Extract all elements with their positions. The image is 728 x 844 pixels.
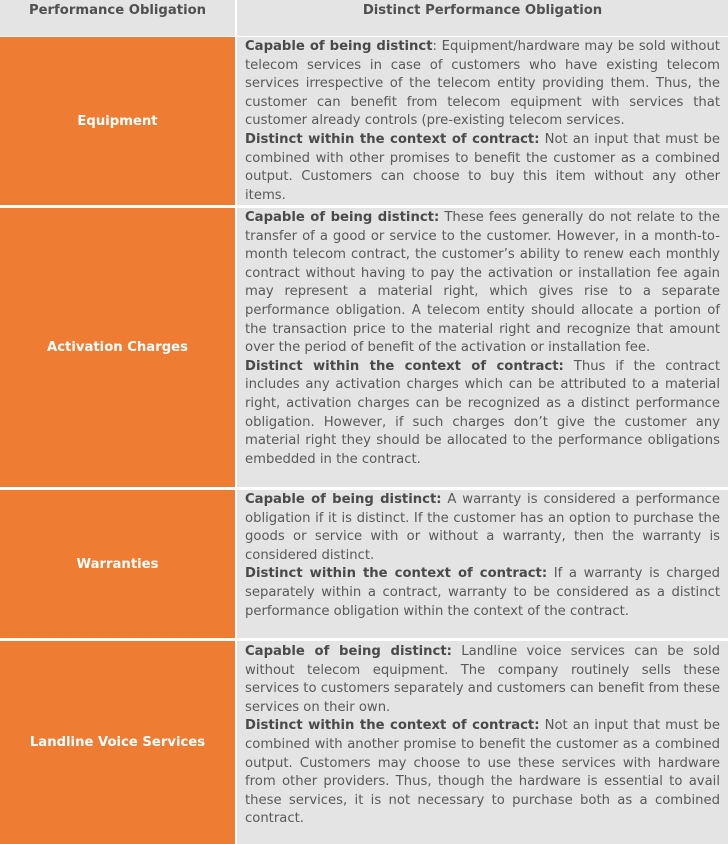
- row-label-activation-charges: Activation Charges: [0, 208, 235, 487]
- capable-paragraph: [245, 643, 720, 717]
- capable-heading: Capable of being distinct:: [245, 210, 440, 225]
- header-distinct-performance-obligation: Distinct Performance Obligation: [237, 0, 728, 36]
- context-paragraph: [245, 131, 720, 205]
- row-label-warranties: Warranties: [0, 490, 235, 638]
- context-text: Thus if the contract includes any activation charges which can be attributed to a material right, activation charges can be recognized as a distinct performance obligation. However, if such charges don’t give the customer any material right they should be allocated to the performance obligations embedded in the contract.: [245, 358, 720, 467]
- capable-text: Equipment/hardware may be sold without telecom services in case of customers who have existing telecom services irrespective of the telecom entity providing them. Thus, the customer can benefit from telecom equipment with services that customer already controls (pre-existing telecom services.: [245, 39, 720, 129]
- capable-text: A warranty is considered a performance obligation if it is distinct. If the customer has an option to purchase the goods or service with or without a warranty, then the warranty is considered distinct.: [245, 492, 720, 563]
- context-heading: Distinct within the context of contract:: [245, 718, 540, 734]
- context-text: Not an input that must be combined with other promises to benefit the customer as a combined output. Customers can choose to buy this item without any other items.: [245, 131, 720, 203]
- context-text: Not an input that must be combined with another promise to benefit the customer as a combined output. Customers may choose to use these services with hardware from other providers. Thus, though the hardware is essential to avail these services, it is not necessary to purchase both as a combined contract.: [245, 718, 720, 827]
- capable-text: Landline voice services can be sold without telecom equipment. The company routinely sells these services to customers separately and customers can benefit from these services on their own.: [245, 644, 720, 715]
- capable-paragraph: [245, 38, 720, 131]
- row-label-equipment: Equipment: [0, 37, 235, 205]
- header-performance-obligation: Performance Obligation: [0, 0, 235, 36]
- row-description-warranties: [237, 490, 728, 638]
- row-description-equipment: [237, 37, 728, 205]
- row-description-activation-charges: [237, 208, 728, 487]
- capable-separator: [452, 644, 461, 659]
- capable-separator: :: [432, 39, 442, 54]
- context-heading: Distinct within the context of contract:: [245, 358, 564, 374]
- capable-paragraph: [245, 209, 720, 358]
- row-description-landline-voice-services: [237, 641, 728, 844]
- capable-heading: Capable of being distinct:: [245, 644, 452, 659]
- context-paragraph: [245, 565, 720, 621]
- capable-text: These fees generally do not relate to the transfer of a good or service to the customer. However, in a month-to-month telecom contract, the customer’s ability to renew each monthly contract without having to pay the activation or installation fee again may represent a material right, which gives rise to a separate performance obligation. A telecom entity should allocate a portion of the transaction price to the material right and recognize that amount over the period of benefit of the activation or installation fee.: [245, 210, 720, 356]
- context-text: If a warranty is charged separately within a contract, warranty to be considered as a distinct performance obligation within the context of the contract.: [245, 566, 720, 619]
- row-label-landline-voice-services: Landline Voice Services: [0, 641, 235, 844]
- capable-heading: Capable of being distinct: [245, 39, 433, 54]
- capable-heading: Capable of being distinct:: [245, 492, 442, 507]
- context-heading: Distinct within the context of contract:: [245, 566, 548, 582]
- context-heading: Distinct within the context of contract:: [245, 131, 540, 147]
- capable-paragraph: [245, 491, 720, 565]
- context-paragraph: [245, 717, 720, 829]
- context-paragraph: [245, 358, 720, 470]
